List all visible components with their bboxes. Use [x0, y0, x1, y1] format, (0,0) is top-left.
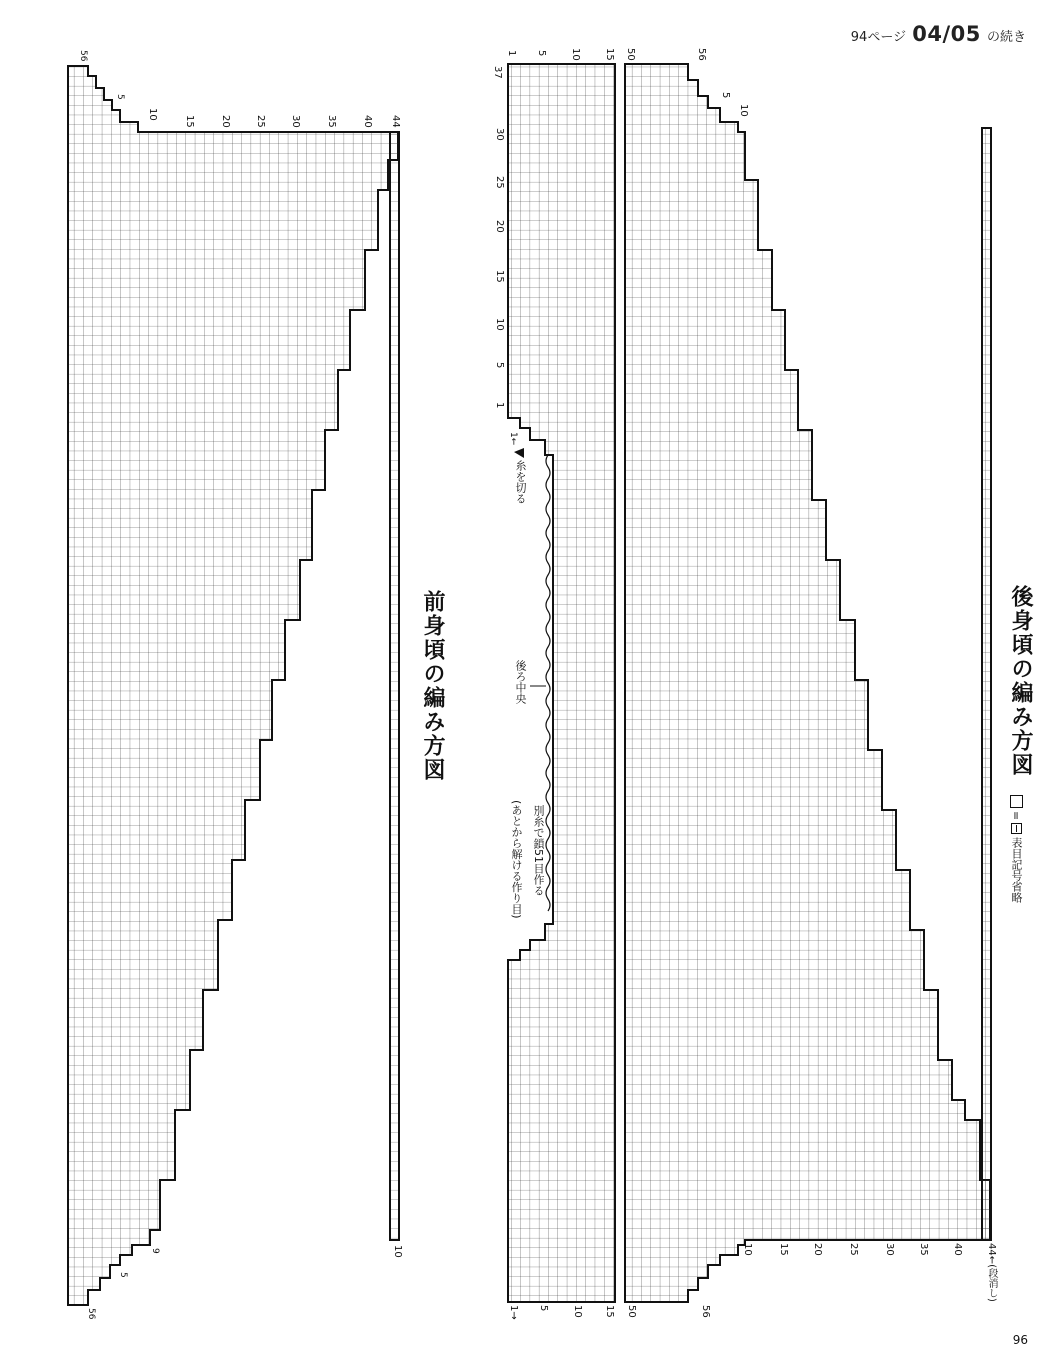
back-arrow-label: 1←: [508, 432, 518, 446]
back-col-15: 15: [604, 48, 615, 61]
front-label-44: 44: [390, 115, 401, 128]
page-number: 96: [1012, 1333, 1028, 1347]
cut-yarn-marker: [514, 448, 524, 458]
front-label-20: 20: [220, 115, 231, 128]
back-side-15: 15: [494, 270, 505, 283]
front-label-35: 35: [326, 115, 337, 128]
legend: [1008, 795, 1024, 903]
front-label-25: 25: [255, 115, 266, 128]
note-cut-yarn: 糸を切る: [514, 460, 527, 504]
back-side-5: 5: [494, 362, 505, 369]
back-col-5: 5: [536, 50, 547, 57]
back-top-10: 10: [738, 104, 749, 117]
front-label-30: 30: [290, 115, 301, 128]
back-side-25: 25: [494, 176, 505, 189]
back-bl-15: 15: [604, 1305, 615, 1318]
note-back-center: 後ろ中央: [514, 660, 527, 704]
front-grid-area: [68, 66, 398, 1305]
front-label-5: 5: [115, 94, 125, 100]
front-label-bottom-9: 9: [150, 1248, 160, 1254]
front-title: 前身頃の編み方図: [420, 590, 445, 782]
back-side-37: 37: [492, 66, 503, 79]
back-bottom-15: 15: [778, 1243, 789, 1256]
back-side-20: 20: [494, 220, 505, 233]
back-bottom-40: 40: [952, 1243, 963, 1256]
back-right-panel: [625, 64, 990, 1302]
back-chart: [508, 64, 991, 1302]
back-side-1: 1: [494, 402, 505, 409]
note-cast-on: 別糸で鎖51目作る: [532, 805, 545, 896]
back-title: 後身頃の編み方図: [1008, 585, 1033, 777]
back-top-56: 56: [696, 48, 707, 61]
front-label-bottom-5: 5: [118, 1272, 128, 1278]
page-ref: 94ページ: [850, 30, 907, 45]
back-col-50: 50: [625, 48, 636, 61]
front-side-strip: [390, 132, 399, 1240]
front-label-bottom-56: 56: [86, 1308, 96, 1320]
legend-knit-stitch-icon: [1011, 823, 1022, 834]
note-cast-on-sub: (あとから解ける作り目): [510, 800, 523, 919]
front-label-15: 15: [184, 115, 195, 128]
back-bottom-20: 20: [812, 1243, 823, 1256]
back-bl-1: 1→: [508, 1305, 519, 1320]
back-bl-10: 10: [572, 1305, 583, 1318]
legend-text: 表目記号省略: [1010, 837, 1023, 904]
back-bottom-30: 30: [884, 1243, 895, 1256]
back-side-30: 30: [494, 128, 505, 141]
back-side-strip: [982, 128, 991, 1240]
front-label-10: 10: [147, 108, 158, 121]
back-top-5: 5: [720, 92, 731, 99]
front-chart: [68, 66, 399, 1305]
pattern-number: 04/05: [912, 22, 981, 46]
back-col-1: 1: [506, 50, 517, 57]
back-bl-5: 5: [538, 1305, 549, 1312]
back-bottom-35: 35: [918, 1243, 929, 1256]
front-label-40: 40: [362, 115, 373, 128]
legend-empty-square-icon: [1010, 795, 1023, 808]
back-bl-50: 50: [626, 1305, 637, 1318]
provisional-cast-on: [546, 455, 550, 911]
note-bindoff: 44←(段消し): [986, 1243, 997, 1302]
front-label-56: 56: [78, 50, 88, 62]
continued-label: の続き: [986, 30, 1026, 45]
back-bottom-10: 10: [742, 1243, 753, 1256]
back-bl-56: 56: [700, 1305, 711, 1318]
back-side-10: 10: [494, 318, 505, 331]
front-label-bottom-10: 10: [392, 1245, 403, 1258]
legend-eq: =: [1009, 811, 1023, 821]
back-col-10: 10: [570, 48, 581, 61]
back-bottom-25: 25: [848, 1243, 859, 1256]
